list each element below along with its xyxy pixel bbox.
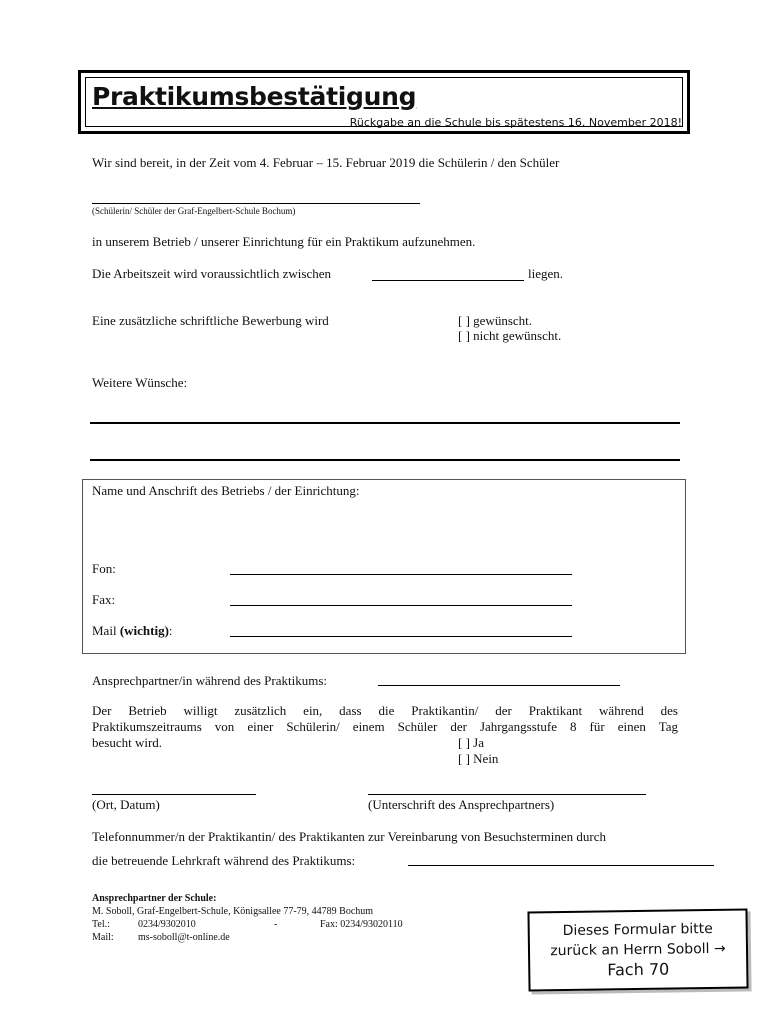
return-note-line-2: zurück an Herrn Soboll →: [550, 940, 726, 960]
school-dash: -: [274, 919, 278, 930]
intro-text-2: in unserem Betrieb / unserer Einrichtung für ein Praktikum aufzunehmen.: [92, 234, 476, 249]
mail-label-text: Mail: [92, 623, 117, 638]
intro-text: Wir sind bereit, in der Zeit vom 4. Februar – 15. Februar 2019 die Schülerin / den Schüler: [92, 155, 560, 170]
wishes-line-1[interactable]: [90, 422, 680, 424]
wishes-label: Weitere Wünsche:: [92, 375, 188, 390]
mail-colon: :: [168, 623, 173, 638]
mail-label: [92, 623, 173, 639]
visit-option-nein[interactable]: [ ] Nein: [458, 751, 499, 766]
school-address: M. Soboll, Graf-Engelbert-Schule, Königsallee 77-79, 44789 Bochum: [92, 906, 374, 917]
visit-text-1: Der Betrieb willigt zusätzlich ein, dass die Praktikantin/ der Praktikant während des: [92, 703, 678, 718]
return-deadline: Rückgabe an die Schule bis spätestens 16. November 2018!: [349, 116, 682, 129]
contact-field[interactable]: [378, 685, 620, 686]
student-caption: (Schülerin/ Schüler der Graf-Engelbert-Schule Bochum): [92, 206, 296, 216]
place-date-field[interactable]: [92, 794, 256, 795]
application-option-no[interactable]: [ ] nicht gewünscht.: [458, 328, 562, 343]
school-tel-label: Tel.:: [92, 919, 110, 930]
school-mail: ms-soboll@t-online.de: [138, 932, 230, 943]
contact-label: Ansprechpartner/in während des Praktikums:: [92, 673, 328, 688]
mail-important: (wichtig): [119, 623, 169, 638]
return-note-line-3: Fach 70: [607, 959, 670, 980]
page-title: Praktikumsbestätigung: [92, 82, 417, 111]
return-note-line-1: Dieses Formular bitte: [562, 920, 713, 940]
visit-text-3: besucht wird.: [92, 735, 163, 750]
phone-text-2: die betreuende Lehrkraft während des Praktikums:: [92, 853, 356, 868]
worktime-field[interactable]: [372, 280, 524, 281]
company-box: [82, 479, 686, 654]
school-tel: 0234/9302010: [138, 919, 196, 930]
return-note-box: [527, 908, 748, 991]
fax-label: Fax:: [92, 592, 116, 607]
wishes-line-2[interactable]: [90, 459, 680, 461]
application-option-yes[interactable]: [ ] gewünscht.: [458, 313, 533, 328]
fon-field[interactable]: [230, 574, 572, 575]
company-label: Name und Anschrift des Betriebs / der Einrichtung:: [92, 483, 360, 498]
signature-label: (Unterschrift des Ansprechpartners): [368, 797, 555, 812]
visit-option-ja[interactable]: [ ] Ja: [458, 735, 484, 750]
fax-field[interactable]: [230, 605, 572, 606]
school-fax: Fax: 0234/93020110: [320, 919, 403, 930]
phone-field[interactable]: [408, 865, 714, 866]
visit-text-2: Praktikumszeitraums von einer Schülerin/ einem Schüler der Jahrgangsstufe 8 für einen Tag: [92, 719, 678, 734]
school-contact-heading: Ansprechpartner der Schule:: [92, 893, 217, 904]
fon-label: Fon:: [92, 561, 116, 576]
signature-field[interactable]: [368, 794, 646, 795]
worktime-label: Die Arbeitszeit wird voraussichtlich zwischen: [92, 266, 331, 281]
place-date-label: (Ort, Datum): [92, 797, 160, 812]
phone-text-1: Telefonnummer/n der Praktikantin/ des Praktikanten zur Vereinbarung von Besuchsterminen durch: [92, 829, 607, 844]
student-name-field[interactable]: [92, 203, 420, 204]
application-label: Eine zusätzliche schriftliche Bewerbung wird: [92, 313, 329, 328]
worktime-suffix: liegen.: [528, 266, 564, 281]
mail-field[interactable]: [230, 636, 572, 637]
school-mail-label: Mail:: [92, 932, 114, 943]
